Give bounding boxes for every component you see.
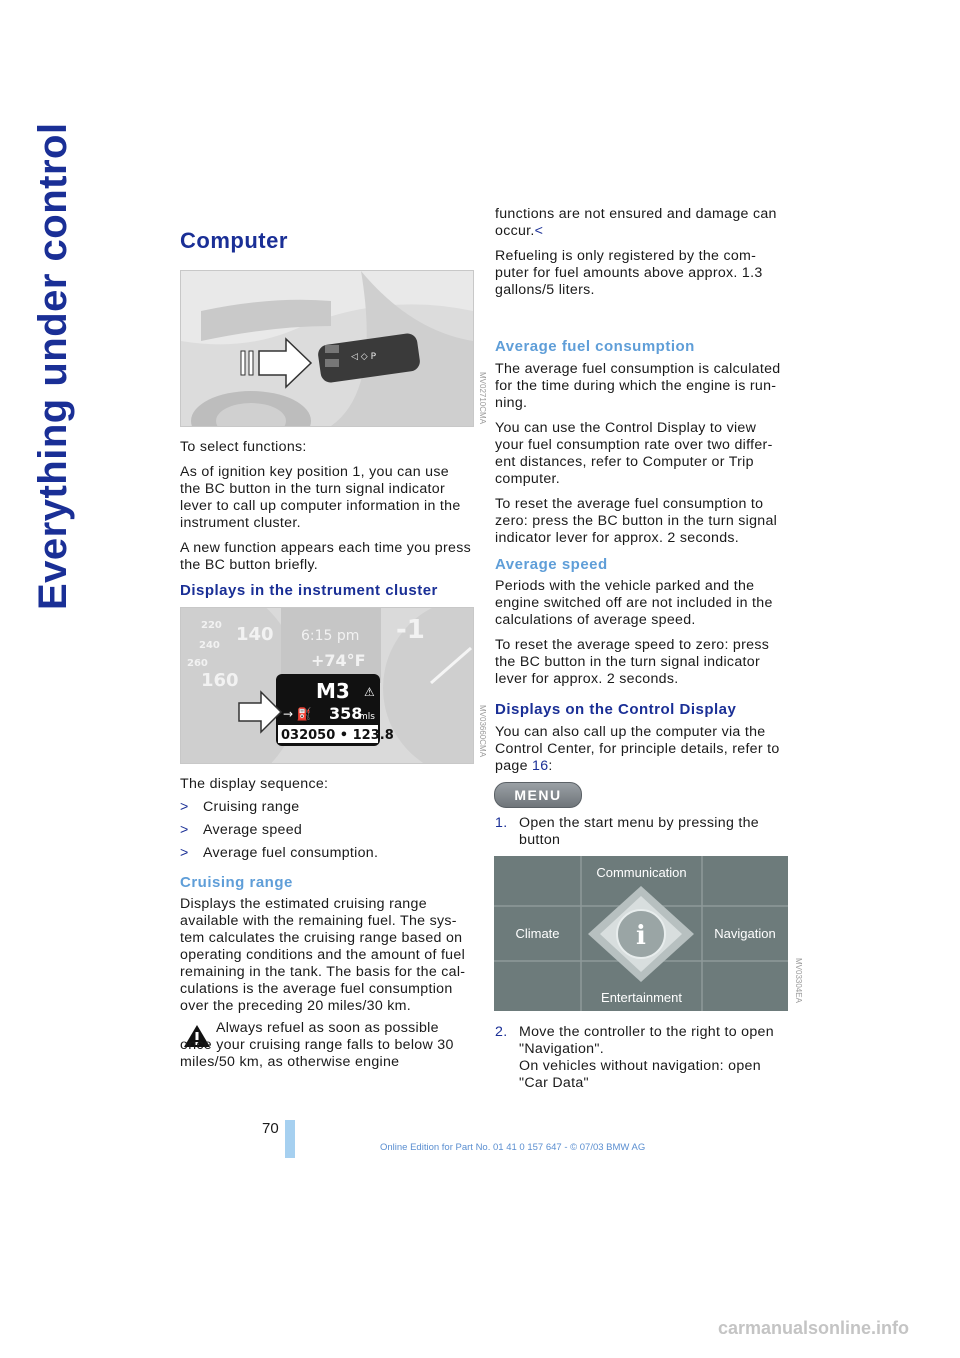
- cluster-figure: [180, 607, 474, 764]
- list-item-text: Average speed: [203, 822, 303, 838]
- cruising-block: [180, 896, 472, 1023]
- odometer-readout: 032050 • 123.8: [281, 728, 394, 743]
- paragraph: To reset the average speed to zero: press the BC button in the turn signal indicator lever for approx. 2 seconds.: [495, 637, 770, 687]
- bullet-marker: >: [180, 822, 189, 838]
- page-link[interactable]: 16: [532, 758, 549, 774]
- paragraph: [495, 206, 789, 240]
- step-text-a: Move the controller to the right to open "Navigation".: [519, 1024, 774, 1057]
- paragraph: To select functions:: [180, 439, 307, 455]
- list-item: [180, 822, 472, 839]
- paragraph: Periods with the vehicle parked and the engine switched off are not included in the calculations of average speed.: [495, 578, 773, 628]
- gauge-220: 220: [201, 620, 222, 631]
- warning-block: [180, 1020, 472, 1079]
- paragraph: The display sequence:: [180, 776, 329, 792]
- svg-text:i: i: [636, 921, 646, 951]
- range-readout: 358: [329, 704, 363, 723]
- paragraph-text: You can also call up the computer via the Control Center, for principle details, refer to page: [495, 724, 780, 774]
- step-text: Open the start menu by pressing the button: [519, 815, 759, 848]
- menu-item-communication: Communication: [596, 864, 687, 880]
- paragraph: You can use the Control Display to view your fuel consumption rate over two differ-ent distances, refer to Computer or Trip computer.: [495, 420, 773, 487]
- subheading-displays: Displays in the instrument cluster: [180, 582, 438, 599]
- paragraph-text: :: [548, 758, 553, 774]
- step-text-b: On vehicles without navigation: open "Car Data": [519, 1058, 761, 1091]
- sequence-block: [180, 776, 472, 868]
- speed-block: [495, 578, 789, 696]
- step-2: [495, 1024, 789, 1092]
- page-number: 70: [262, 1120, 279, 1137]
- range-unit: mls: [359, 712, 375, 722]
- right-column-top: [495, 206, 789, 307]
- warning-text: Always refuel as soon as possible once your cruising range falls to below 30 miles/50 km, as otherwise engine: [180, 1020, 454, 1070]
- paragraph: A new function appears each time you press the BC button briefly.: [180, 540, 471, 573]
- step-1: [495, 815, 789, 849]
- bullet-marker: >: [180, 845, 189, 861]
- step-text: [519, 1024, 781, 1092]
- lever-figure: [180, 270, 474, 427]
- gauge-260: 260: [187, 658, 208, 669]
- page-title: Computer: [180, 228, 288, 253]
- start-menu-figure: [494, 856, 788, 1011]
- gauge-140: 140: [236, 624, 274, 645]
- gauge-240: 240: [199, 640, 220, 651]
- list-item: [180, 799, 472, 816]
- menu-item-navigation: Navigation: [714, 926, 776, 941]
- list-item-text: Cruising range: [203, 799, 300, 815]
- footer-text: Online Edition for Part No. 01 41 0 157 647 - © 07/03 BMW AG: [380, 1142, 646, 1153]
- cluster-illustration: [181, 608, 473, 763]
- paragraph: As of ignition key position 1, you can use the BC button in the turn signal indicator lever to call up computer information in the instrument cluster.: [180, 464, 461, 531]
- paragraph: Displays the estimated cruising range available with the remaining fuel. The sys-tem calculates the cruising range based on operating conditions and the amount of fuel remaining in the tank. The basis for the cal-culations is the average fuel consumption over the preceding 20 miles/30 km.: [180, 896, 466, 1014]
- temp-readout: +74°F: [311, 651, 366, 670]
- subheading-control-display: Displays on the Control Display: [495, 701, 737, 718]
- paragraph: Refueling is only registered by the com-puter for fuel amounts above approx. 1.3 gallons/5 liters.: [495, 248, 763, 298]
- svg-text:-1: -1: [396, 615, 425, 645]
- gear-readout: M3: [316, 679, 350, 703]
- section-title-text: Everything under control: [31, 122, 75, 610]
- bullet-marker: >: [180, 799, 189, 815]
- menu-button: MENU: [494, 782, 582, 808]
- gauge-160: 160: [201, 670, 239, 691]
- menu-item-climate: Climate: [515, 926, 560, 941]
- left-column: [180, 439, 472, 582]
- margin-bar: [285, 1120, 295, 1158]
- svg-text:⚠: ⚠: [364, 685, 375, 699]
- subheading-speed: Average speed: [495, 556, 608, 573]
- end-mark: <: [534, 223, 544, 239]
- list-item-text: Average fuel consumption.: [203, 845, 379, 861]
- lever-illustration: [181, 271, 473, 426]
- list-item: [180, 845, 472, 862]
- step-number: 1.: [495, 815, 508, 831]
- control-block: [495, 724, 789, 783]
- svg-text:→ ⛽: → ⛽: [283, 707, 312, 721]
- watermark: carmanualsonline.info: [718, 1318, 910, 1338]
- fuel-block: [495, 361, 789, 555]
- paragraph: The average fuel consumption is calculated for the time during which the engine is run-ning.: [495, 361, 781, 411]
- figure-code: MV03660CMA: [478, 705, 487, 758]
- step-number: 2.: [495, 1024, 508, 1040]
- paragraph: To reset the average fuel consumption to zero: press the BC button in the turn signal indicator lever for approx. 2 seconds.: [495, 496, 778, 546]
- figure-code: MV03304EA: [794, 958, 803, 1003]
- menu-item-entertainment: Entertainment: [601, 990, 682, 1005]
- subheading-fuel: Average fuel consumption: [495, 338, 695, 355]
- paragraph-text: functions are not ensured and damage can occur.: [495, 206, 777, 239]
- svg-text:◁ ◇ P: ◁ ◇ P: [351, 352, 376, 362]
- subheading-cruising: Cruising range: [180, 874, 293, 891]
- figure-code: MV02710CMA: [478, 372, 487, 425]
- time-readout: 6:15 pm: [301, 628, 360, 644]
- paragraph: [495, 724, 789, 775]
